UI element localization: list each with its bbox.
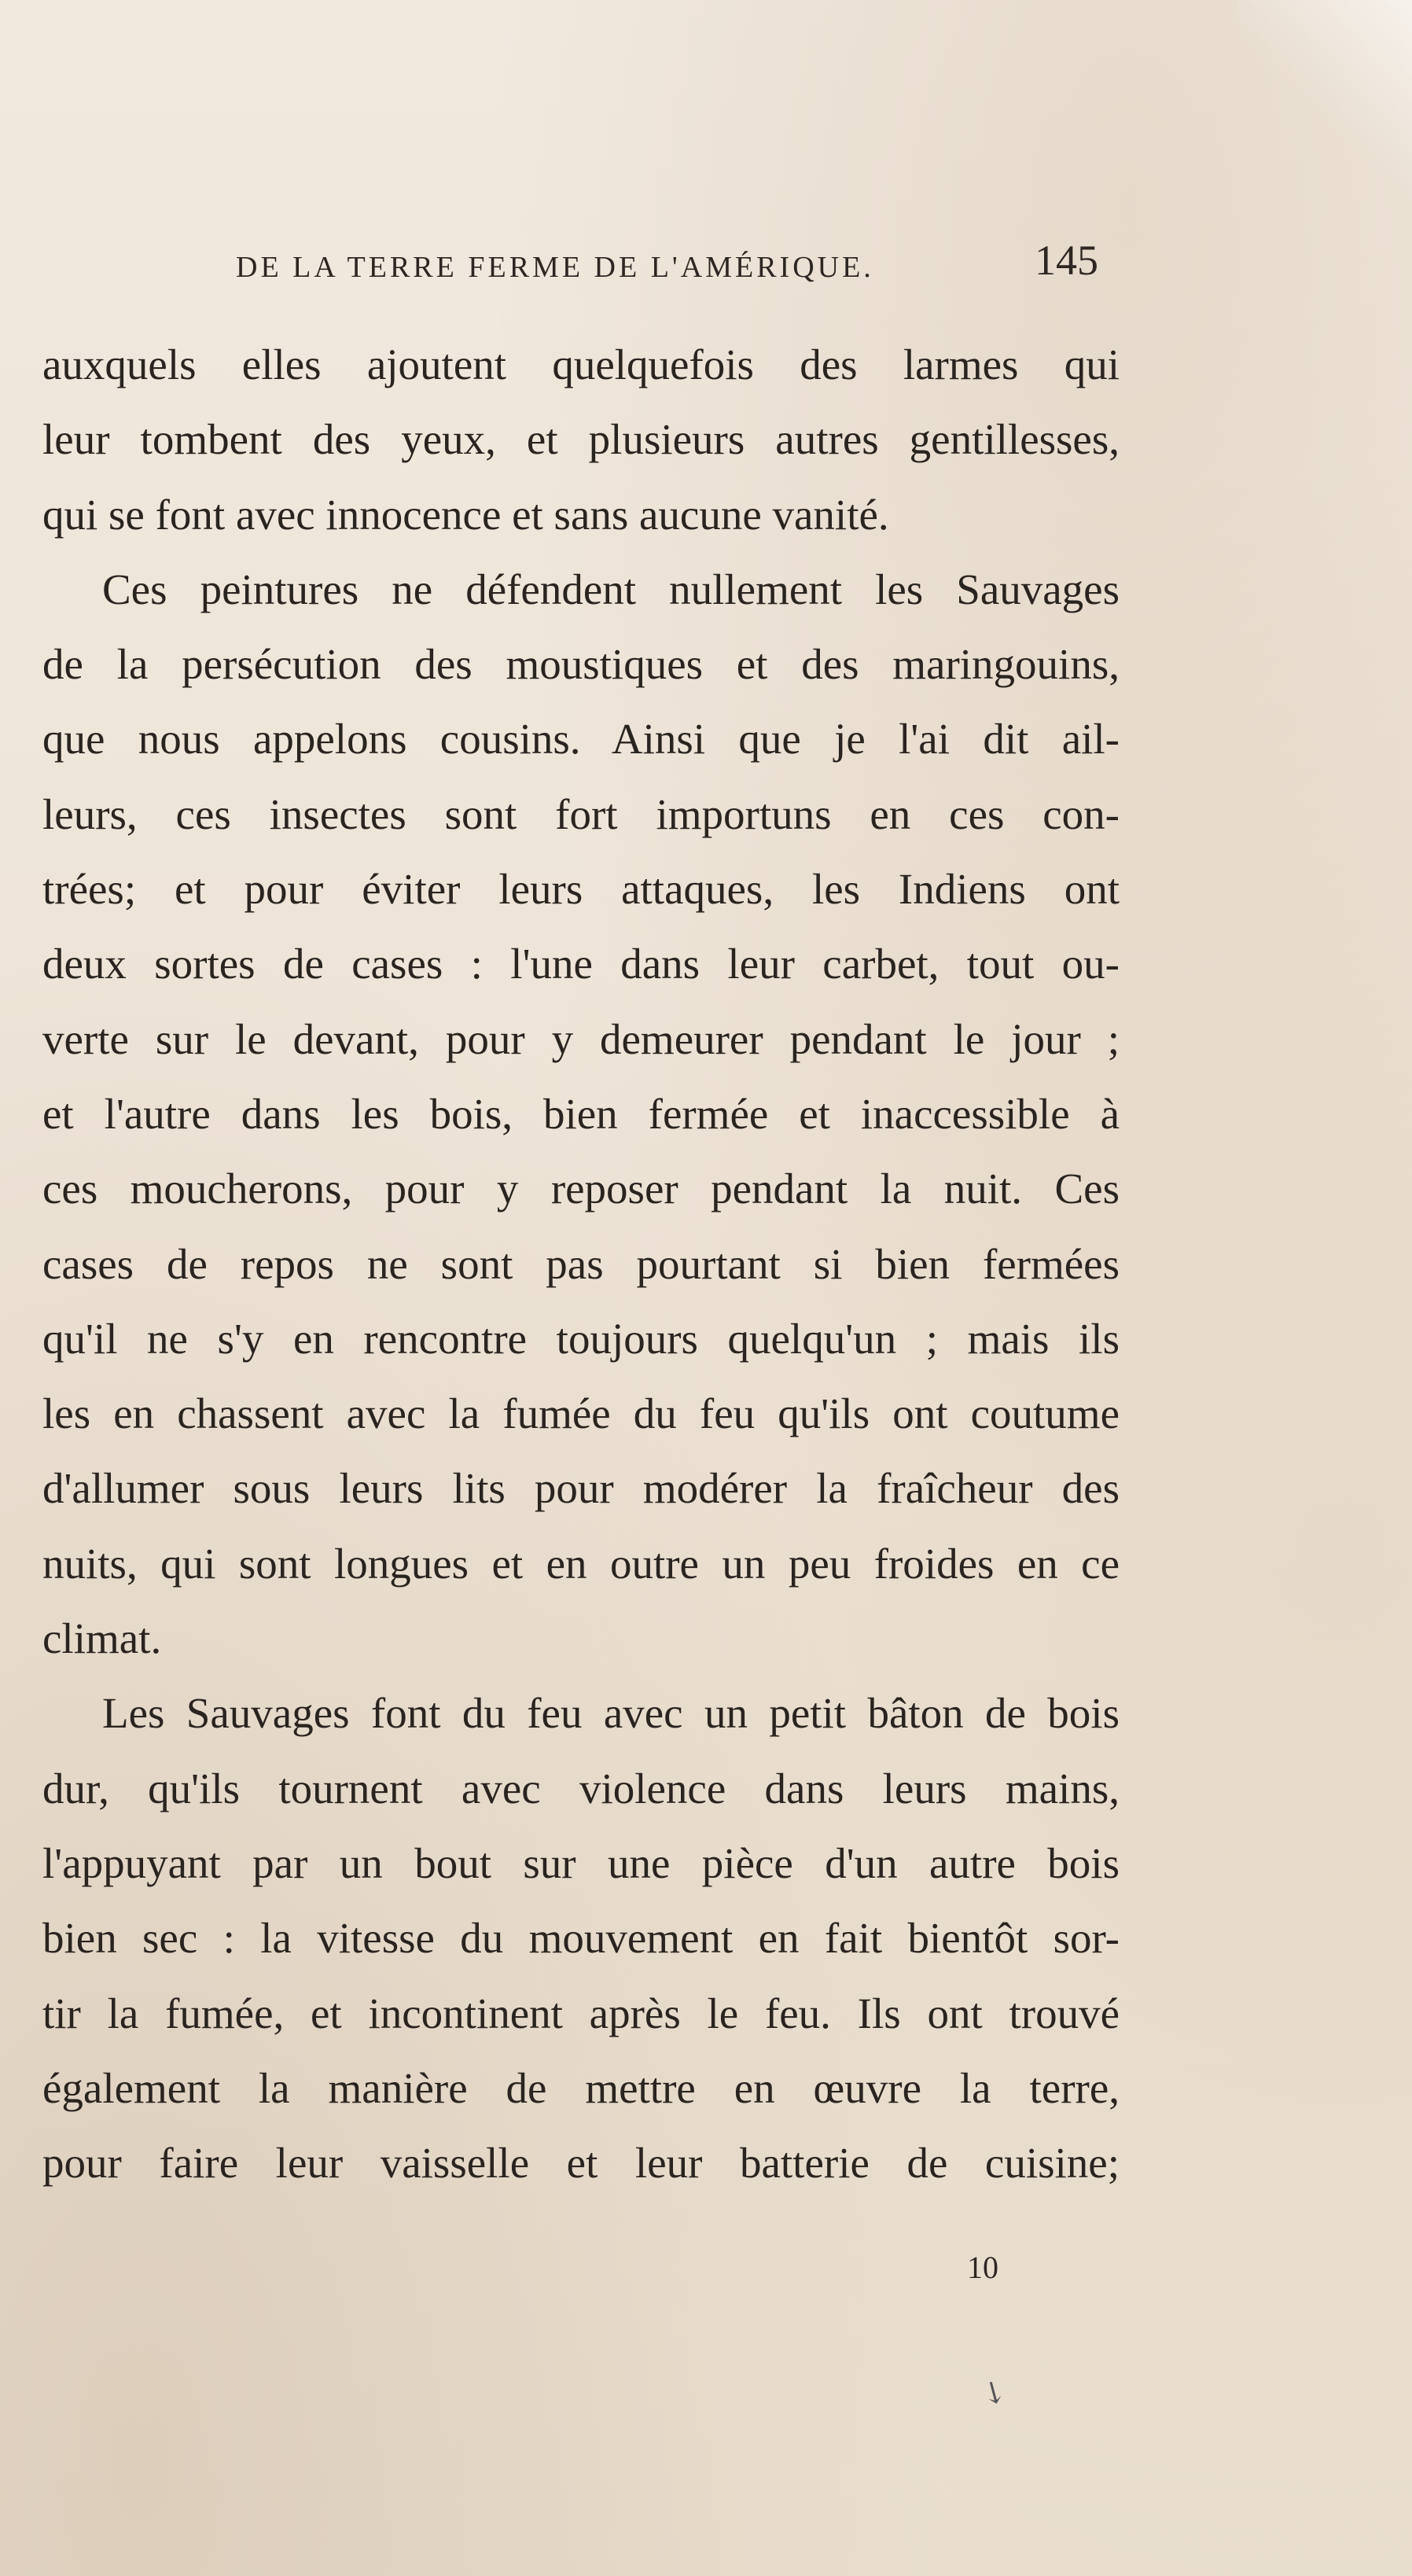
- text-line: pour faire leur vaisselle et leur batterie de cuisine;: [42, 2139, 1120, 2188]
- text-line: cases de repos ne sont pas pourtant si bien fermées: [42, 1239, 1120, 1288]
- text-line: de la persécution des moustiques et des maringouins,: [42, 640, 1120, 689]
- text-line: qu'il ne s'y en rencontre toujours quelqu'un ; mais ils: [42, 1314, 1120, 1363]
- text-line: et l'autre dans les bois, bien fermée et inaccessible à: [42, 1089, 1120, 1138]
- ink-speck: ↘: [974, 2372, 1013, 2414]
- text-line: ces moucherons, pour y reposer pendant la nuit. Ces: [42, 1165, 1120, 1213]
- text-line: également la manière de mettre en œuvre la terre,: [42, 2063, 1120, 2112]
- text-line: Les Sauvages font du feu avec un petit bâton de bois: [102, 1689, 1120, 1738]
- text-line: tir la fumée, et incontinent après le feu. Ils ont trouvé: [42, 1989, 1120, 2037]
- text-line: auxquels elles ajoutent quelquefois des larmes qui: [42, 340, 1120, 388]
- text-line: trées; et pour éviter leurs attaques, les Indiens ont: [42, 865, 1120, 914]
- text-line: nuits, qui sont longues et en outre un peu froides en ce: [42, 1539, 1120, 1588]
- text-line: qui se font avec innocence et sans aucune vanité.: [42, 490, 889, 539]
- text-line: les en chassent avec la fumée du feu qu'ils ont coutume: [42, 1389, 1120, 1438]
- signature-mark: 10: [967, 2250, 998, 2285]
- text-line: d'allumer sous leurs lits pour modérer la fraîcheur des: [42, 1464, 1120, 1513]
- text-line: que nous appelons cousins. Ainsi que je l'ai dit ail-: [42, 715, 1120, 764]
- text-line: verte sur le devant, pour y demeurer pendant le jour ;: [42, 1014, 1120, 1063]
- page-corner-highlight: [1239, 0, 1412, 204]
- text-line: dur, qu'ils tournent avec violence dans leurs mains,: [42, 1764, 1120, 1812]
- text-line: deux sortes de cases : l'une dans leur carbet, tout ou-: [42, 940, 1120, 988]
- page-number: 145: [1035, 237, 1098, 284]
- text-line: leur tombent des yeux, et plusieurs autres gentillesses,: [42, 415, 1120, 464]
- running-header: DE LA TERRE FERME DE L'AMÉRIQUE.: [236, 251, 874, 284]
- body-text: [42, 327, 1120, 2200]
- text-line: l'appuyant par un bout sur une pièce d'un autre bois: [42, 1838, 1120, 1887]
- text-line: Ces peintures ne défendent nullement les Sauvages: [102, 565, 1120, 613]
- text-line: climat.: [42, 1614, 162, 1663]
- text-line: bien sec : la vitesse du mouvement en fait bientôt sor-: [42, 1914, 1120, 1963]
- text-line: leurs, ces insectes sont fort importuns en ces con-: [42, 789, 1120, 838]
